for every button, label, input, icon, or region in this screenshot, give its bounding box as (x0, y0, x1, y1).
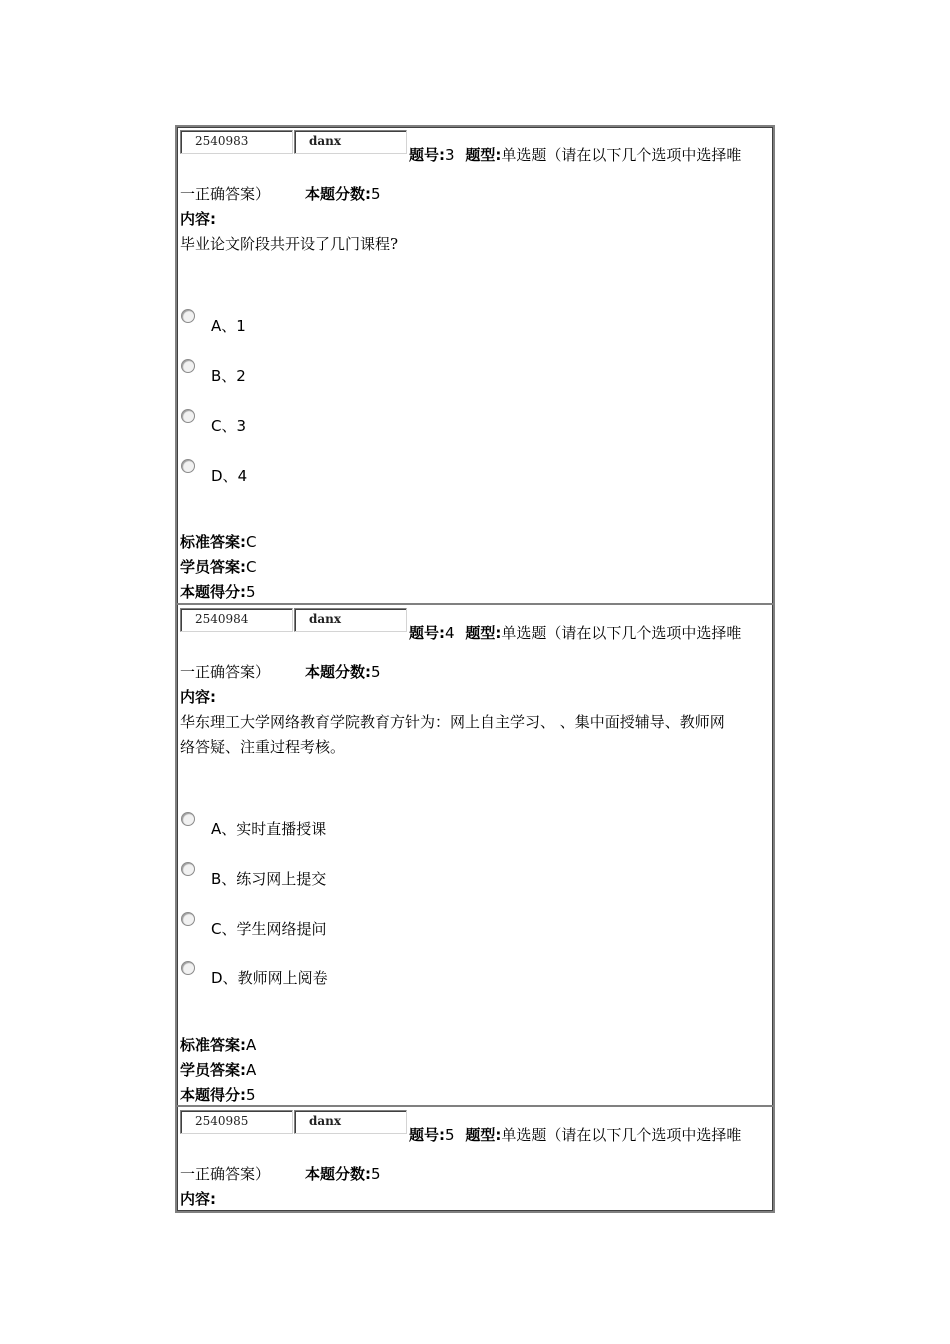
standard-answer: 标准答案:A (180, 1036, 257, 1054)
option-d-radio[interactable] (181, 961, 195, 975)
question-number: 3 (445, 146, 455, 164)
option-b: B、练习网上提交 (211, 870, 327, 888)
question-number: 5 (445, 1126, 455, 1144)
option-d: D、教师网上阅卷 (211, 969, 328, 987)
student-answer: 学员答案:C (180, 558, 257, 576)
question-header: 题号:4 题型:单选题（请在以下几个选项中选择唯 (409, 624, 742, 642)
question-id-field: 2540984 (180, 608, 293, 632)
question-number: 4 (445, 624, 455, 642)
question-block (177, 603, 773, 1105)
content-label: 内容: (180, 1190, 216, 1208)
question-block (177, 127, 773, 603)
option-c-radio[interactable] (181, 912, 195, 926)
option-b: B、2 (211, 367, 246, 385)
question-score-earned: 本题得分:5 (180, 583, 256, 601)
exam-results-frame (175, 125, 775, 1213)
question-score-earned: 本题得分:5 (180, 1086, 256, 1104)
student-answer: 学员答案:A (180, 1061, 257, 1079)
type-text: 单选题（请在以下几个选项中选择唯 (501, 624, 742, 642)
option-b-radio[interactable] (181, 359, 195, 373)
option-d: D、4 (211, 467, 248, 485)
question-id-field: 2540985 (180, 1110, 293, 1134)
question-block (177, 1105, 773, 1213)
standard-answer: 标准答案:C (180, 533, 257, 551)
number-label: 题号: (409, 146, 445, 164)
option-a-radio[interactable] (181, 812, 195, 826)
question-type-code-field: danx (294, 130, 407, 154)
option-a: A、1 (211, 317, 246, 335)
content-label: 内容: (180, 210, 216, 228)
score-line (305, 183, 381, 204)
score-line: 本题分数:5 (305, 1165, 381, 1183)
type-label: 题型: (465, 146, 502, 164)
option-c: C、学生网络提问 (211, 920, 327, 938)
option-a-radio[interactable] (181, 309, 195, 323)
option-c: C、3 (211, 417, 247, 435)
type-text: 单选题（请在以下几个选项中选择唯 (501, 146, 742, 164)
content-label: 内容: (180, 688, 216, 706)
score-label: 本题分数: (305, 185, 371, 203)
score-value: 5 (371, 185, 381, 203)
question-header: 题号:5 题型:单选题（请在以下几个选项中选择唯 (409, 1126, 742, 1144)
question-header (409, 144, 741, 165)
question-type-code-field: danx (294, 1110, 407, 1134)
option-d-radio[interactable] (181, 459, 195, 473)
question-type-code-field: danx (294, 608, 407, 632)
option-a: A、实时直播授课 (211, 820, 327, 838)
type-text: 单选题（请在以下几个选项中选择唯 (501, 1126, 742, 1144)
type-text-continued: 一正确答案） (180, 1165, 271, 1183)
question-content: 毕业论文阶段共开设了几门课程? (180, 235, 399, 253)
question-content-line-1: 华东理工大学网络教育学院教育方针为：网上自主学习、 、集中面授辅导、教师网 (180, 713, 725, 731)
option-b-radio[interactable] (181, 862, 195, 876)
type-text-continued: 一正确答案） (180, 185, 271, 203)
score-line: 本题分数:5 (305, 663, 381, 681)
question-id-field: 2540983 (180, 130, 293, 154)
type-text-continued: 一正确答案） (180, 663, 271, 681)
question-content-line-2: 络答疑、注重过程考核。 (180, 738, 346, 756)
option-c-radio[interactable] (181, 409, 195, 423)
